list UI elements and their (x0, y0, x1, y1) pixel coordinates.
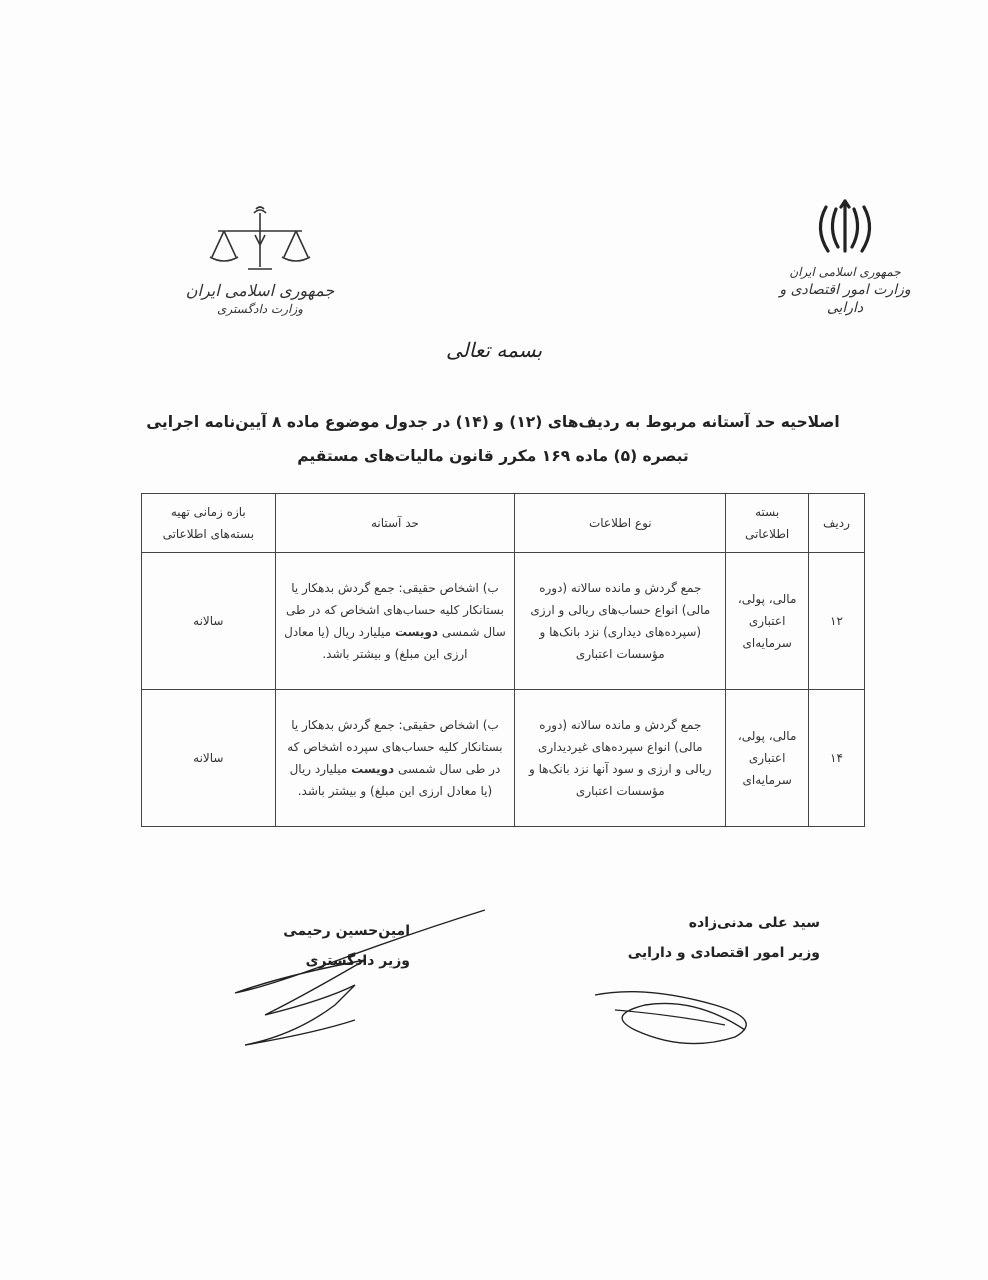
signature-scribble-left (205, 905, 495, 1055)
header-hadd: حد آستانه (275, 494, 515, 553)
title-line-1: اصلاحیه حد آستانه مربوط به ردیف‌های (۱۲) و (۱۴) در جدول موضوع ماده ۸ آیین‌نامه اجرایی (146, 413, 840, 431)
title-line-2: تبصره (۵) ماده ۱۶۹ مکرر قانون مالیات‌های مستقیم (297, 447, 689, 465)
cell-radif: ۱۴ (808, 690, 864, 827)
signer-name-economy: سید علی مدنی‌زاده (688, 915, 820, 931)
cell-naw: جمع گردش و مانده سالانه (دوره مالی) انواع حساب‌های ریالی و ارزی (سپرده‌های دیداری) نزد بانک‌ها و مؤسسات اعتباری (515, 553, 726, 690)
justice-letterhead (175, 205, 345, 317)
hadd-text-after: میلیارد ریال (یا معادل ارزی این مبلغ) و بیشتر باشد. (284, 625, 468, 661)
header-naw: نوع اطلاعات (515, 494, 726, 553)
scales-of-justice-icon (200, 205, 320, 277)
hadd-text-before: ب) اشخاص حقیقی: جمع گردش بدهکار یا بستانکار کلیه حساب‌های سپرده اشخاص که در طی سال شمسی (287, 718, 503, 776)
signer-name-justice: امین‌حسین رحیمی (283, 923, 410, 939)
threshold-table (141, 493, 865, 827)
table-row (142, 690, 865, 827)
table-row (142, 553, 865, 690)
cell-bazeh: سالانه (142, 553, 276, 690)
letterhead-left-line2: وزارت دادگستری (217, 301, 303, 316)
basmala-heading: بسمه تعالی (445, 338, 543, 362)
cell-hadd (275, 690, 515, 827)
header-radif: ردیف (808, 494, 864, 553)
letterhead-right-line2: وزارت امور اقتصادی و دارایی (779, 281, 911, 316)
letterhead-right-line1: جمهوری اسلامی ایران (789, 265, 901, 279)
cell-baste: مالی، پولی، اعتباری سرمایه‌ای (726, 690, 809, 827)
cell-naw: جمع گردش و مانده سالانه (دوره مالی) انواع سپرده‌های غیردیداری ریالی و ارزی و سود آنها نزد بانک‌ها و مؤسسات اعتباری (515, 690, 726, 827)
signer-title-justice: وزیر دادگستری (305, 953, 410, 969)
signer-title-economy: وزیر امور اقتصادی و دارایی (627, 945, 820, 961)
cell-radif: ۱۲ (808, 553, 864, 690)
cell-hadd (275, 553, 515, 690)
economy-letterhead (770, 195, 920, 317)
document-title (140, 405, 846, 473)
hadd-bold-amount: دویست (351, 762, 395, 776)
hadd-text-after: میلیارد ریال (یا معادل ارزی این مبلغ) و بیشتر باشد. (289, 762, 493, 798)
hadd-text-before: ب) اشخاص حقیقی: جمع گردش بدهکار یا بستانکار کلیه حساب‌های اشخاص که در طی سال شمسی (285, 581, 506, 639)
cell-baste: مالی، پولی، اعتباری سرمایه‌ای (726, 553, 809, 690)
iran-emblem-icon (810, 195, 880, 261)
hadd-bold-amount: دویست (394, 625, 438, 639)
letterhead-left-line1: جمهوری اسلامی ایران (185, 281, 335, 300)
signature-block-economy (560, 908, 820, 968)
signature-scribble-right (585, 975, 775, 1055)
header-baste: بسته اطلاعاتی (726, 494, 809, 553)
cell-bazeh: سالانه (142, 690, 276, 827)
table-header-row (142, 494, 865, 553)
header-bazeh: بازه زمانی تهیه بسته‌های اطلاعاتی (142, 494, 276, 553)
